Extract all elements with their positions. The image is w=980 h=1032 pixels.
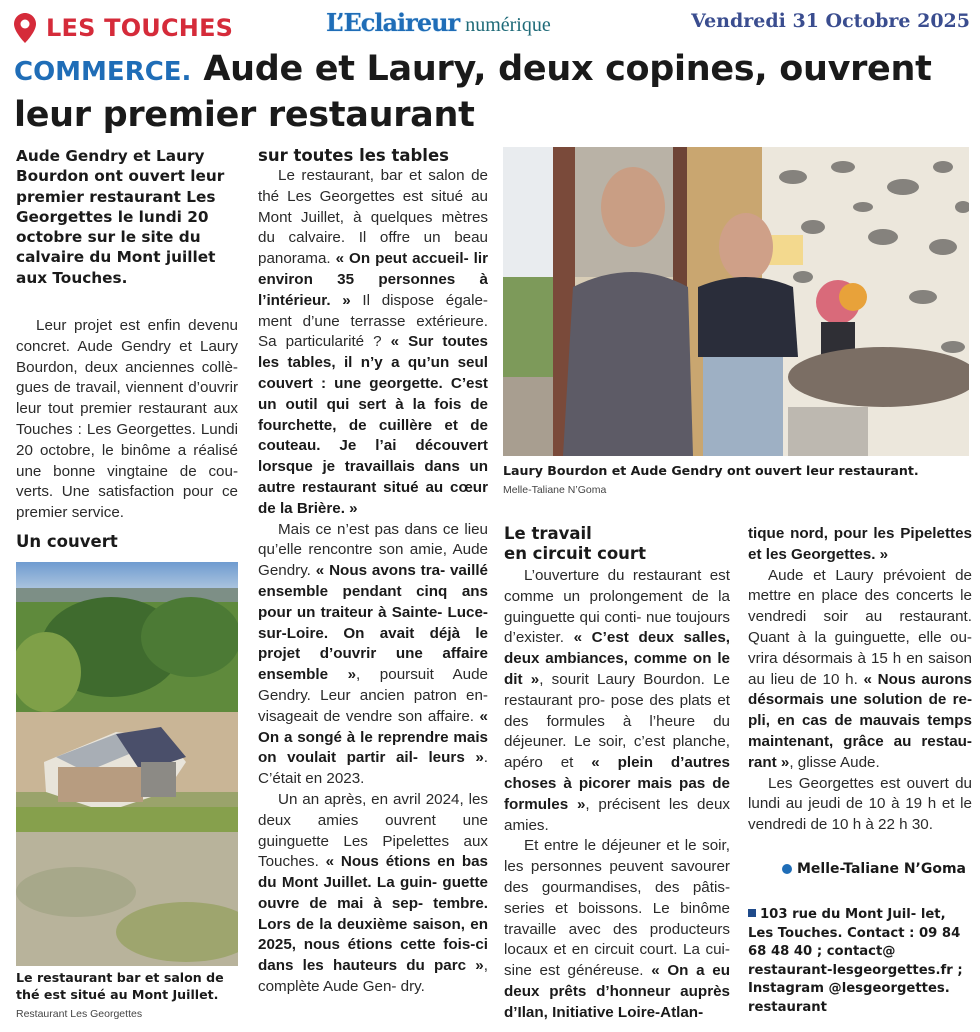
issue-date: Vendredi 31 Octobre 2025 bbox=[691, 10, 970, 32]
practical-info bbox=[748, 906, 974, 1018]
photo-caption-left: Le restaurant bar et salon de thé est situé au Mont Juillet. bbox=[16, 970, 224, 1002]
owners-photo bbox=[503, 147, 969, 456]
location-text: LES TOUCHES bbox=[46, 14, 234, 42]
text: Mais ce n’est pas dans ce lieu qu’elle rencontre son amie, Aude Gendry. bbox=[258, 520, 488, 580]
column-2 bbox=[258, 166, 488, 998]
paragraph: Les Georgettes est ouvert du lundi au jeudi de 10 à 19 h et le vendredi de 10 h à 22 h 30. bbox=[748, 774, 972, 834]
bullet-dot-icon bbox=[782, 864, 792, 874]
author-name: Melle-Taliane N’Goma bbox=[796, 861, 966, 877]
quote: « On a eu deux prêts d’honneur auprès d’Ilan, Initiative Loire-Atlan- bbox=[504, 962, 730, 1021]
paragraph bbox=[504, 836, 730, 1023]
paragraph-continued bbox=[748, 524, 972, 566]
subheading-un-couvert: Un couvert bbox=[16, 532, 118, 551]
paragraph bbox=[258, 520, 488, 790]
text: Il dispose égale- ment d’une terrasse extérieure. Sa particularité ? bbox=[258, 291, 488, 351]
lead-paragraph: Aude Gendry et Laury Bourdon ont ouvert leur premier restaurant Les Georgettes le lundi 20 octobre sur le site du calvaire du Mont juillet aux Touches. bbox=[16, 147, 225, 287]
location-label bbox=[14, 10, 233, 46]
headline-kicker: COMMERCE. bbox=[14, 57, 192, 87]
quote: « plein d’autres choses à picorer mais pas de formules » bbox=[504, 754, 730, 813]
photo-caption-right: Laury Bourdon et Aude Gendry ont ouvert leur restaurant. bbox=[503, 463, 919, 478]
quote: « On peut accueil- lir environ 35 personnes à l’intérieur. » bbox=[258, 250, 489, 309]
quote: « Nous avons tra- vaillé ensemble pendant cinq ans pour un traiteur à Sainte- Luce-sur-Loire. On avait déjà le projet d’ouvrir une affaire ensemble » bbox=[258, 562, 488, 684]
paragraph: Leur projet est enfin devenu concret. Aude Gendry et Laury Bourdon, deux anciennes collè- gues de travail, viennent d’ouvrir leur tout premier restaurant aux Touches : Les Georgettes. Lundi 20 octobre, le binôme a réalisé une bonne vingtaine de cou- verts. Une satisfaction pour ce premier service. bbox=[16, 317, 238, 522]
text: Un an après, en avril 2024, les deux amies ouvrent une guinguette Les Pipelettes aux Touches. bbox=[258, 790, 488, 871]
paragraph bbox=[258, 166, 488, 520]
paragraph bbox=[258, 790, 488, 998]
text: Et entre le déjeuner et le soir, les personnes peuvent savourer des gourmandises, des pâtis- series et boissons. Le binôme travaille avec des producteurs locaux et en circuit court. La cui- sine est généreuse. bbox=[504, 837, 730, 980]
quote: « Sur toutes les tables, il n’y a qu’un seul couvert : une georgette. C’est un outil qui sert à la fois de fourchette, de cuillère et de couteau. Je l’ai découvert lorsque je travaillais dans un autre restaurant situé au cœur de la Brière. » bbox=[258, 333, 488, 517]
text: , glisse Aude. bbox=[789, 753, 880, 771]
text: , sourit Laury Bourdon. Le restaurant pro- pose des plats et des formules à l’heure du déjeuner. Le soir, c’est planche, apéro et bbox=[504, 670, 730, 772]
subheading-line: Le travail bbox=[504, 524, 592, 543]
author-byline bbox=[782, 861, 966, 877]
text: , complète Aude Gen- dry. bbox=[258, 957, 488, 996]
newspaper-logo bbox=[326, 8, 551, 37]
info-text: 103 rue du Mont Juil- let, Les Touches. Contact : 09 84 68 48 40 ; contact@ restaurant-lesgeorgettes.fr ; Instagram @lesgeorgettes. restaurant bbox=[748, 907, 963, 1015]
text: Le restaurant, bar et salon de thé Les Georgettes est situé au Mont Juillet, à quelques mètres du calvaire. Il offre un beau panorama. bbox=[258, 167, 488, 268]
headline-title: Aude et Laury, deux copines, ouvrent leur premier restaurant bbox=[14, 49, 932, 135]
subheading-sur-toutes-les-tables: sur toutes les tables bbox=[258, 146, 449, 165]
quote: « C’est deux salles, deux ambiances, comme on le dit » bbox=[504, 629, 731, 688]
text: , précisent les deux amies. bbox=[504, 795, 730, 834]
brand-sub: numérique bbox=[465, 14, 551, 36]
aerial-photo-image bbox=[16, 562, 238, 966]
headline bbox=[14, 48, 974, 137]
owners-photo-image bbox=[503, 147, 969, 456]
quote: « On a songé à le reprendre mais on voulait partir ail- leurs » bbox=[258, 707, 488, 767]
square-bullet-icon bbox=[748, 909, 756, 917]
photo-credit-left: Restaurant Les Georgettes bbox=[16, 1008, 143, 1020]
column-1 bbox=[16, 316, 238, 524]
photo-credit-right: Melle-Taliane N’Goma bbox=[503, 484, 607, 496]
text: L’ouverture du restaurant est comme un prolongement de la guinguette qui conti- nue toujours d’exister. bbox=[504, 567, 730, 647]
restaurant-aerial-photo bbox=[16, 562, 238, 966]
map-pin-icon bbox=[14, 13, 36, 43]
subheading-line: en circuit court bbox=[504, 544, 646, 563]
text: , poursuit Aude Gendry. Leur ancien patron en- visageait de vendre son affaire. bbox=[258, 666, 488, 725]
column-3 bbox=[504, 566, 730, 1024]
text: . C’était en 2023. bbox=[258, 749, 488, 788]
brand-main: L’Eclaireur bbox=[326, 8, 460, 37]
quote: « Nous aurons désormais une solution de re- pli, en cas de mauvais temps maintenant, grâce au restau- rant » bbox=[748, 670, 972, 771]
quote: tique nord, pour les Pipelettes et les Georgettes. » bbox=[748, 525, 972, 563]
quote: « Nous étions en bas du Mont Juillet. La guin- guette ouvre de mai à sep- tembre. Lors de la deuxième saison, en 2025, nous étions cette fois-ci dans les hauteurs du parc » bbox=[258, 853, 488, 975]
paragraph bbox=[748, 566, 972, 774]
text: Aude et Laury prévoient de mettre en place des concerts le vendredi soir au restaurant. Quant à la guinguette, elle ou- vrira désormais à 15 h en saison au lieu de 10 h. bbox=[748, 566, 972, 688]
paragraph bbox=[504, 566, 730, 836]
subheading-le-travail bbox=[504, 524, 646, 564]
column-4 bbox=[748, 524, 972, 836]
